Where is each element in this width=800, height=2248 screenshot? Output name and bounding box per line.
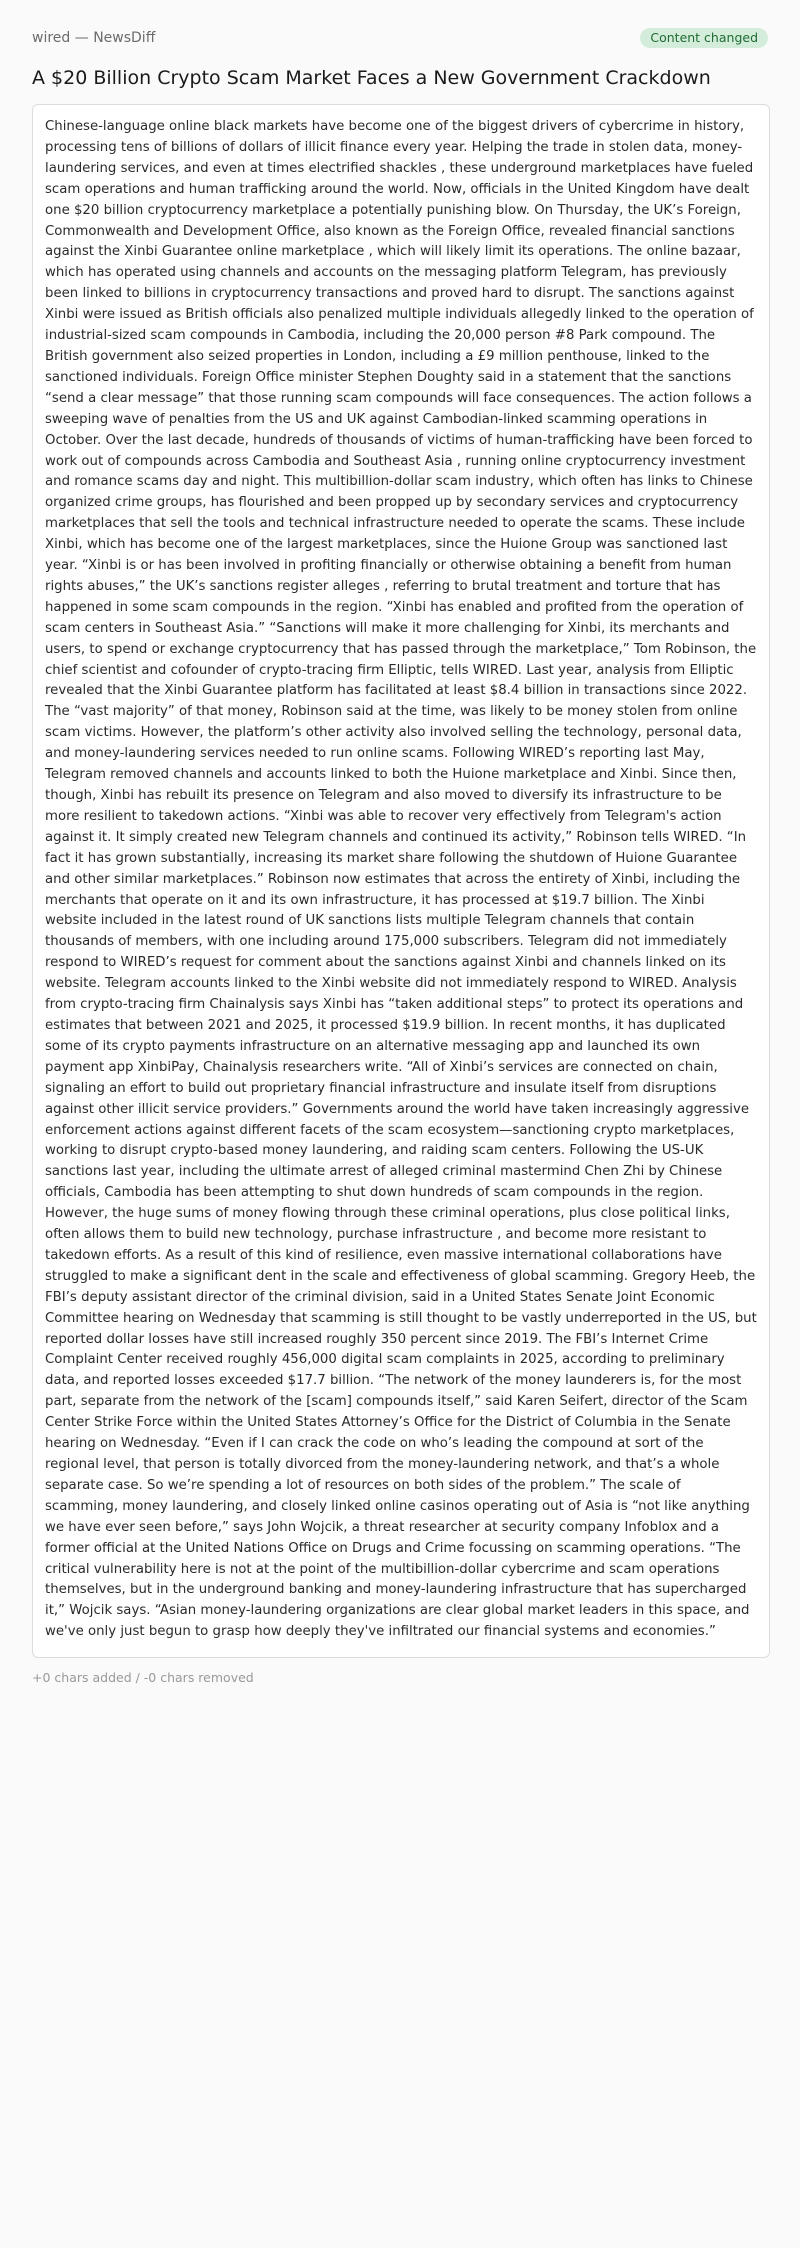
article-body: Chinese-language online black markets have become one of the biggest drivers of cybercrime in history, processing tens of billions of dollars of illicit finance every year. Helping the trade in stolen data, money-laundering services, and even at times electrified shackles , these underground marketplaces have fueled scam operations and human trafficking around the world. Now, officials in the United Kingdom have dealt one $20 billion cryptocurrency marketplace a potentially punishing blow. On Thursday, the UK’s Foreign, Commonwealth and Development Office, also known as the Foreign Office, revealed financial sanctions against the Xinbi Guarantee online marketplace , which will likely limit its operations. The online bazaar, which has operated using channels and accounts on the messaging platform Telegram, has previously been linked to billions in cryptocurrency transactions and proved hard to disrupt. The sanctions against Xinbi were issued as British officials also penalized multiple individuals allegedly linked to the operation of industrial-sized scam compounds in Cambodia, including the 20,000 person #8 Park compound. The British government also seized properties in London, including a £9 million penthouse, linked to the sanctioned individuals. Foreign Office minister Stephen Doughty said in a statement that the sanctions “send a clear message” that those running scam compounds will face consequences. The action follows a sweeping wave of penalties from the US and UK against Cambodian-linked scamming operations in October. Over the last decade, hundreds of thousands of victims of human-trafficking have been forced to work out of compounds across Cambodia and Southeast Asia , running online cryptocurrency investment and romance scams day and night. This multibillion-dollar scam industry, which often has links to Chinese organized crime groups, has flourished and been propped up by secondary services and cryptocurrency marketplaces that sell the tools and technical infrastructure needed to operate the scams. These include Xinbi, which has become one of the largest marketplaces, since the Huione Group was sanctioned last year. “Xinbi is or has been involved in profiting financially or otherwise obtaining a benefit from human rights abuses,” the UK’s sanctions register alleges , referring to brutal treatment and torture that has happened in some scam compounds in the region. “Xinbi has enabled and profited from the operation of scam centers in Southeast Asia.” “Sanctions will make it more challenging for Xinbi, its merchants and users, to spend or exchange cryptocurrency that has passed through the marketplace,” Tom Robinson, the chief scientist and cofounder of crypto-tracing firm Elliptic, tells WIRED. Last year, analysis from Elliptic revealed that the Xinbi Guarantee platform has facilitated at least $8.4 billion in transactions since 2022. The “vast majority” of that money, Robinson said at the time, was likely to be money stolen from online scam victims. However, the platform’s other activity also involved selling the technology, personal data, and money-laundering services needed to run online scams. Following WIRED’s reporting last May, Telegram removed channels and accounts linked to both the Huione marketplace and Xinbi. Since then, though, Xinbi has rebuilt its presence on Telegram and also moved to diversify its infrastructure to be more resilient to takedown actions. “Xinbi was able to recover very effectively from Telegram's action against it. It simply created new Telegram channels and continued its activity,” Robinson tells WIRED. “In fact it has grown substantially, increasing its market share following the shutdown of Huione Guarantee and other similar marketplaces.” Robinson now estimates that across the entirety of Xinbi, including the merchants that operate on it and its own infrastructure, it has processed at $19.7 billion. The Xinbi website included in the latest round of UK sanctions lists multiple Telegram channels that contain thousands of members, with one including around 175,000 subscribers. Telegram did not immediately respond to WIRED’s request for comment about the sanctions against Xinbi and channels linked on its website. Telegram accounts linked to the Xinbi website did not immediately respond to WIRED. Analysis from crypto-tracing firm Chainalysis says Xinbi has “taken additional steps” to protect its operations and estimates that between 2021 and 2025, it processed $19.9 billion. In recent months, it has duplicated some of its crypto payments infrastructure on an alternative messaging app and launched its own payment app XinbiPay, Chainalysis researchers write. “All of Xinbi’s services are connected on chain, signaling an effort to build out proprietary financial infrastructure and insulate itself from disruptions against other illicit service providers.” Governments around the world have taken increasingly aggressive enforcement actions against different facets of the scam ecosystem—sanctioning crypto marketplaces, working to disrupt crypto-based money laundering, and raiding scam centers. Following the US-UK sanctions last year, including the ultimate arrest of alleged criminal mastermind Chen Zhi by Chinese officials, Cambodia has been attempting to shut down hundreds of scam compounds in the region. However, the huge sums of money flowing through these criminal operations, plus close political links, often allows them to build new technology, purchase infrastructure , and become more resistant to takedown efforts. As a result of this kind of resilience, even massive international collaborations have struggled to make a significant dent in the scale and effectiveness of global scamming. Gregory Heeb, the FBI’s deputy assistant director of the criminal division, said in a United States Senate Joint Economic Committee hearing on Wednesday that scamming is still thought to be vastly underreported in the US, but reported dollar losses have still increased roughly 350 percent since 2019. The FBI’s Internet Crime Complaint Center received roughly 456,000 digital scam complaints in 2025, according to preliminary data, and reported losses exceeded $17.7 billion. “The network of the money launderers is, for the most part, separate from the network of the [scam] compounds itself,” said Karen Seifert, director of the Scam Center Strike Force within the United States Attorney’s Office for the District of Columbia in the Senate hearing on Wednesday. “Even if I can crack the code on who’s leading the compound at sort of the regional level, that person is totally divorced from the money-laundering network, and that’s a whole separate case. So we’re spending a lot of resources on both sides of the problem.” The scale of scamming, money laundering, and closely linked online casinos operating out of Asia is “not like anything we have ever seen before,” says John Wojcik, a threat researcher at security company Infoblox and a former official at the United Nations Office on Drugs and Crime focussing on scamming operations. “The critical vulnerability here is not at the point of the multibillion-dollar cybercrime and scam operations themselves, but in the underground banking and money-laundering infrastructure that has supercharged it,” Wojcik says. “Asian money-laundering organizations are clear global market leaders in this space, and we've only just begun to grasp how deeply they've infiltrated our financial systems and economies.” <box>32 104 770 1658</box>
article-title: A $20 Billion Crypto Scam Market Faces a New Government Crackdown <box>32 67 711 89</box>
diff-stats: +0 chars added / -0 chars removed <box>32 1670 254 1686</box>
status-badge: Content changed <box>640 28 768 48</box>
header <box>32 28 768 48</box>
source-label: wired — NewsDiff <box>32 30 156 46</box>
